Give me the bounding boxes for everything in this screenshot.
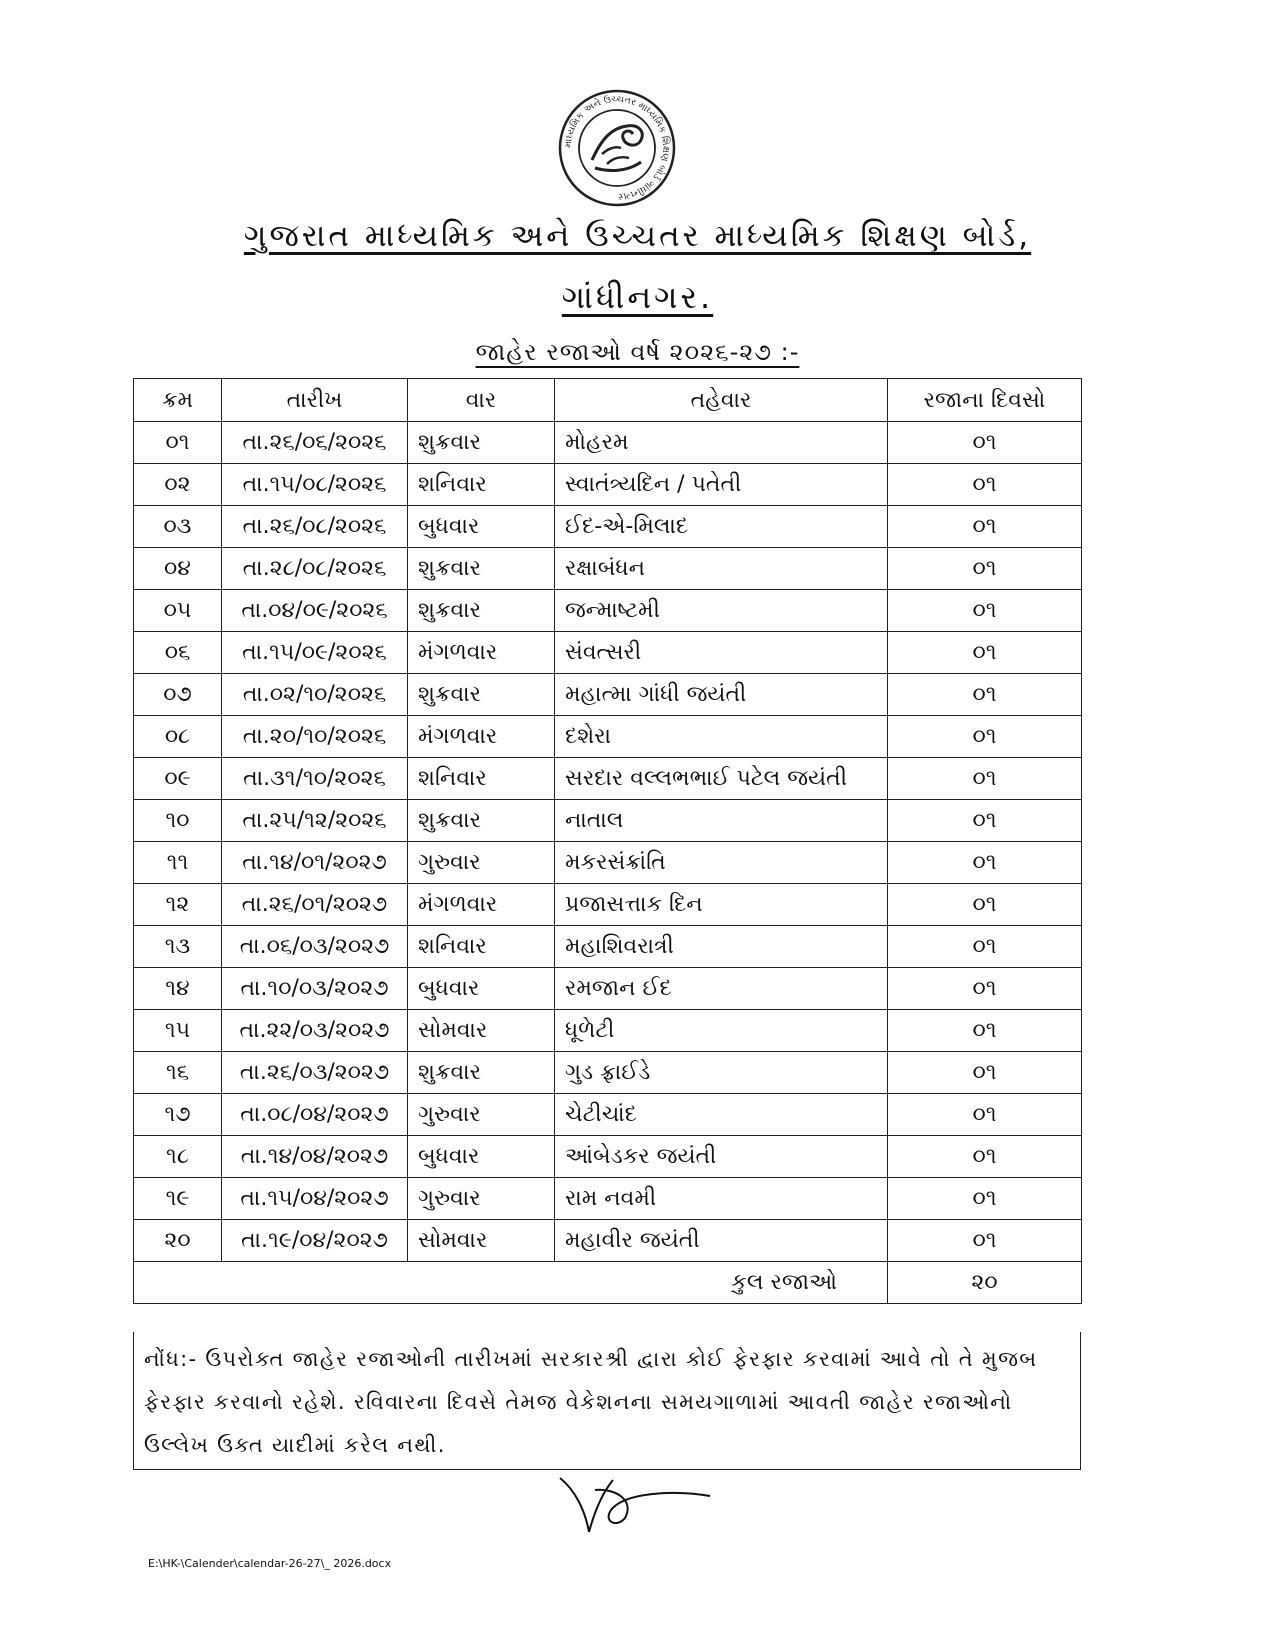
- row-weekday: શનિવાર: [408, 758, 555, 800]
- row-holiday-days: ૦૧: [888, 884, 1082, 926]
- note-label: નોંધ:-: [144, 1347, 198, 1371]
- table-row: [134, 1178, 1082, 1220]
- file-path-footer: E:\HK-\Calender\calendar-26-27\_ 2026.docx: [148, 1557, 392, 1570]
- row-serial-no: ૧૫: [134, 1010, 222, 1052]
- row-weekday: શુક્રવાર: [408, 422, 555, 464]
- table-row: [134, 632, 1082, 674]
- row-festival: મહાશિવરાત્રી: [555, 926, 888, 968]
- row-weekday: મંગળવાર: [408, 632, 555, 674]
- row-weekday: મંગળવાર: [408, 884, 555, 926]
- row-date: તા.૧૫/૦૯/૨૦૨૬: [222, 632, 408, 674]
- table-row: [134, 1136, 1082, 1178]
- row-festival: ઈદ-એ-મિલાદ: [555, 506, 888, 548]
- row-holiday-days: ૦૧: [888, 548, 1082, 590]
- row-date: તા.૦૪/૦૯/૨૦૨૬: [222, 590, 408, 632]
- row-date: તા.૧૦/૦૩/૨૦૨૭: [222, 968, 408, 1010]
- table-row: [134, 674, 1082, 716]
- row-weekday: મંગળવાર: [408, 716, 555, 758]
- row-weekday: શુક્રવાર: [408, 590, 555, 632]
- row-holiday-days: ૦૧: [888, 1052, 1082, 1094]
- row-date: તા.૨૬/૦૮/૨૦૨૬: [222, 506, 408, 548]
- row-festival: ગુડ ફ્રાઈડે: [555, 1052, 888, 1094]
- row-weekday: બુધવાર: [408, 968, 555, 1010]
- row-serial-no: ૨૦: [134, 1220, 222, 1262]
- row-weekday: ગુરુવાર: [408, 842, 555, 884]
- row-serial-no: ૦૭: [134, 674, 222, 716]
- header-holiday-days: રજાના દિવસો: [888, 379, 1082, 422]
- row-weekday: સોમવાર: [408, 1220, 555, 1262]
- total-value: ૨૦: [888, 1262, 1082, 1304]
- signature-mark: [555, 1470, 715, 1540]
- row-festival: સ્વાતંત્ર્યદિન / પતેતી: [555, 464, 888, 506]
- list-title: જાહેર રજાઓ વર્ષ ૨૦૨૬-૨૭ :-: [475, 338, 800, 366]
- row-festival: ચેટીચાંદ: [555, 1094, 888, 1136]
- note-text: ઉપરોક્ત જાહેર રજાઓની તારીખમાં સરકારશ્રી દ્વારા કોઈ ફેરફાર કરવામાં આવે તો તે મુજબ ફેરફાર કરવાનો રહેશે. રવિવારના દિવસે તેમજ વેકેશનના સમયગાળામાં આવતી જાહેર રજાઓનો ઉલ્લેખ ઉક્ત યાદીમાં કરેલ નથી.: [144, 1347, 1038, 1457]
- row-date: તા.૦૮/૦૪/૨૦૨૭: [222, 1094, 408, 1136]
- row-serial-no: ૧૨: [134, 884, 222, 926]
- row-date: તા.૦૬/૦૩/૨૦૨૭: [222, 926, 408, 968]
- row-holiday-days: ૦૧: [888, 1178, 1082, 1220]
- table-header-row: [134, 379, 1082, 422]
- row-weekday: બુધવાર: [408, 1136, 555, 1178]
- row-weekday: શુક્રવાર: [408, 1052, 555, 1094]
- row-festival: મહાવીર જયંતી: [555, 1220, 888, 1262]
- row-serial-no: ૧૦: [134, 800, 222, 842]
- row-weekday: શુક્રવાર: [408, 548, 555, 590]
- table-row: [134, 1010, 1082, 1052]
- table-row: [134, 590, 1082, 632]
- row-holiday-days: ૦૧: [888, 422, 1082, 464]
- row-holiday-days: ૦૧: [888, 1220, 1082, 1262]
- row-weekday: ગુરુવાર: [408, 1178, 555, 1220]
- seal-text: માધ્યમિક અને ઉચ્ચતર માધ્યમિક શિક્ષણ બોર્ડ ગાંધીનગર: [562, 93, 672, 203]
- row-date: તા.૩૧/૧૦/૨૦૨૬: [222, 758, 408, 800]
- row-festival: પ્રજાસત્તાક દિન: [555, 884, 888, 926]
- table-row: [134, 1220, 1082, 1262]
- row-serial-no: ૦૫: [134, 590, 222, 632]
- board-seal-logo: [557, 88, 677, 208]
- row-holiday-days: ૦૧: [888, 842, 1082, 884]
- organization-city: ગાંધીનગર.: [561, 278, 714, 316]
- row-festival: સરદાર વલ્લભભાઈ પટેલ જયંતી: [555, 758, 888, 800]
- row-festival: દશેરા: [555, 716, 888, 758]
- row-weekday: શનિવાર: [408, 926, 555, 968]
- table-row: [134, 926, 1082, 968]
- row-holiday-days: ૦૧: [888, 1094, 1082, 1136]
- row-serial-no: ૦૯: [134, 758, 222, 800]
- row-serial-no: ૦૬: [134, 632, 222, 674]
- row-serial-no: ૦૮: [134, 716, 222, 758]
- total-row: [134, 1262, 1082, 1304]
- row-weekday: શુક્રવાર: [408, 800, 555, 842]
- holiday-table: [133, 378, 1082, 1304]
- row-festival: જન્માષ્ટમી: [555, 590, 888, 632]
- total-label: કુલ રજાઓ: [134, 1262, 888, 1304]
- row-date: તા.૨૬/૦૬/૨૦૨૬: [222, 422, 408, 464]
- row-serial-no: ૦૨: [134, 464, 222, 506]
- row-serial-no: ૧૪: [134, 968, 222, 1010]
- row-holiday-days: ૦૧: [888, 1010, 1082, 1052]
- row-serial-no: ૦૪: [134, 548, 222, 590]
- row-date: તા.૨૨/૦૩/૨૦૨૭: [222, 1010, 408, 1052]
- table-row: [134, 800, 1082, 842]
- row-holiday-days: ૦૧: [888, 464, 1082, 506]
- header-serial-no: ક્રમ: [134, 379, 222, 422]
- row-holiday-days: ૦૧: [888, 590, 1082, 632]
- header-date: તારીખ: [222, 379, 408, 422]
- table-row: [134, 758, 1082, 800]
- row-date: તા.૧૪/૦૧/૨૦૨૭: [222, 842, 408, 884]
- row-date: તા.૨૮/૦૮/૨૦૨૬: [222, 548, 408, 590]
- organization-name: ગુજરાત માધ્યમિક અને ઉચ્ચતર માધ્યમિક શિક્ષણ બોર્ડ,: [243, 218, 1032, 254]
- row-date: તા.૨૫/૧૨/૨૦૨૬: [222, 800, 408, 842]
- table-row: [134, 968, 1082, 1010]
- row-serial-no: ૧૮: [134, 1136, 222, 1178]
- row-date: તા.૨૬/૦૧/૨૦૨૭: [222, 884, 408, 926]
- table-row: [134, 1052, 1082, 1094]
- row-festival: મોહરમ: [555, 422, 888, 464]
- row-date: તા.૨૦/૧૦/૨૦૨૬: [222, 716, 408, 758]
- row-festival: રક્ષાબંધન: [555, 548, 888, 590]
- row-serial-no: ૦૩: [134, 506, 222, 548]
- row-festival: ધૂળેટી: [555, 1010, 888, 1052]
- table-row: [134, 506, 1082, 548]
- row-holiday-days: ૦૧: [888, 674, 1082, 716]
- row-serial-no: ૦૧: [134, 422, 222, 464]
- row-weekday: સોમવાર: [408, 1010, 555, 1052]
- row-weekday: શનિવાર: [408, 464, 555, 506]
- row-date: તા.૧૫/૦૮/૨૦૨૬: [222, 464, 408, 506]
- row-holiday-days: ૦૧: [888, 926, 1082, 968]
- row-date: તા.૦૨/૧૦/૨૦૨૬: [222, 674, 408, 716]
- row-holiday-days: ૦૧: [888, 632, 1082, 674]
- row-weekday: ગુરુવાર: [408, 1094, 555, 1136]
- table-row: [134, 1094, 1082, 1136]
- header-weekday: વાર: [408, 379, 555, 422]
- row-festival: રમજાન ઈદ: [555, 968, 888, 1010]
- row-weekday: શુક્રવાર: [408, 674, 555, 716]
- row-holiday-days: ૦૧: [888, 758, 1082, 800]
- row-serial-no: ૧૧: [134, 842, 222, 884]
- row-holiday-days: ૦૧: [888, 968, 1082, 1010]
- row-festival: સંવત્સરી: [555, 632, 888, 674]
- header-festival: તહેવાર: [555, 379, 888, 422]
- row-date: તા.૧૫/૦૪/૨૦૨૭: [222, 1178, 408, 1220]
- table-row: [134, 884, 1082, 926]
- table-row: [134, 548, 1082, 590]
- row-date: તા.૨૬/૦૩/૨૦૨૭: [222, 1052, 408, 1094]
- row-festival: આંબેડકર જયંતી: [555, 1136, 888, 1178]
- row-serial-no: ૧૩: [134, 926, 222, 968]
- row-date: તા.૧૪/૦૪/૨૦૨૭: [222, 1136, 408, 1178]
- table-row: [134, 422, 1082, 464]
- row-festival: મહાત્મા ગાંધી જયંતી: [555, 674, 888, 716]
- note-box: [133, 1332, 1081, 1470]
- row-date: તા.૧૯/૦૪/૨૦૨૭: [222, 1220, 408, 1262]
- table-row: [134, 464, 1082, 506]
- table-row: [134, 842, 1082, 884]
- row-holiday-days: ૦૧: [888, 1136, 1082, 1178]
- row-festival: નાતાલ: [555, 800, 888, 842]
- row-holiday-days: ૦૧: [888, 716, 1082, 758]
- row-holiday-days: ૦૧: [888, 800, 1082, 842]
- row-serial-no: ૧૬: [134, 1052, 222, 1094]
- row-serial-no: ૧૭: [134, 1094, 222, 1136]
- table-row: [134, 716, 1082, 758]
- row-festival: રામ નવમી: [555, 1178, 888, 1220]
- row-serial-no: ૧૯: [134, 1178, 222, 1220]
- row-holiday-days: ૦૧: [888, 506, 1082, 548]
- row-weekday: બુધવાર: [408, 506, 555, 548]
- row-festival: મકરસંક્રાંતિ: [555, 842, 888, 884]
